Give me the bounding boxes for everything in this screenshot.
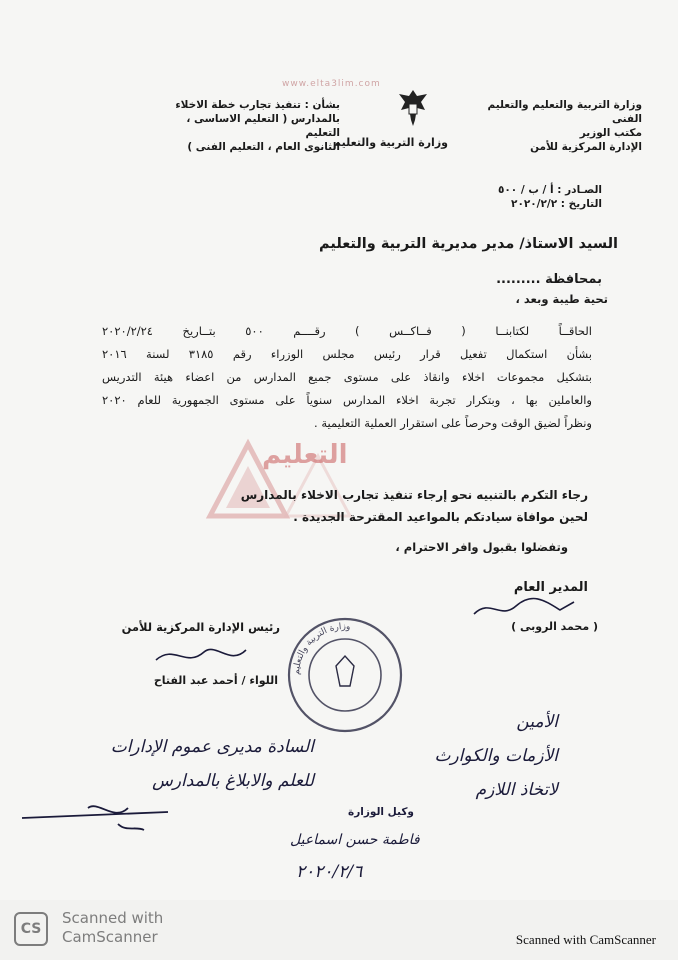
handwritten-line: الأمين [516,712,558,732]
addressee-governorate: بمحافظة ......... [496,272,602,287]
stamp-text: وزارة التربية والتعليم [291,621,351,676]
handwritten-note-right [328,705,558,807]
handwritten-line: لاتخاذ اللازم [475,780,558,800]
request-line: رجاء التكرم بالتنبيه نحو إرجاء تنفيذ تجارب الاخلاء بالمدارس [240,488,588,502]
reference-date: التاريخ : ٢٠٢٠/٢/٢ [511,198,602,210]
emblem-caption: وزارة التربية والتعليم [333,136,448,149]
reference-block [462,183,602,211]
subject-line: الثانوى العام ، التعليم الفنى ) [187,141,340,153]
camscanner-logo: CS [14,912,48,946]
body-line: بشأن استكمال تفعيل قرار رئيس مجلس الوزراء رقم ٣١٨٥ لسنة ٢٠١٦ [102,347,593,361]
eagle-emblem [333,86,448,166]
security-head-title: رئيس الإدارة المركزية للأمن [121,620,280,634]
director-signature-icon [470,596,580,622]
director-name: ( محمد الروبى ) [511,620,598,633]
reference-number: الصـادر : أ / ب / ٥٠٠ [497,184,602,196]
request-line: لحين موافاة سيادتكم بالمواعيد المقترحة الجديدة . [293,510,588,524]
camscanner-line: Scanned with [62,909,164,927]
director-title: المدير العام [513,580,588,595]
body-line: ونظراً لضيق الوقت وحرصاً على استقرار العملية التعليمية . [314,416,592,430]
subject-block [150,98,340,154]
deputy-name: فاطمة حسن اسماعيل [290,832,420,848]
addressee-title: السيد الاستاذ/ مدير مديرية التربية والتعليم [319,236,618,252]
camscanner-caption-right: Scanned with CamScanner [515,932,656,947]
body-line: والعاملين بها ، وبتكرار تجربة اخلاء المدارس سنوياً على مستوى الجمهورية للعام ٢٠٢٠ [102,393,592,407]
handwritten-line: للعلم والابلاغ بالمدارس [152,771,314,791]
subject-line: بالمدارس ( التعليم الاساسى ، التعليم [186,113,340,139]
ministry-line: مكتب الوزير [579,127,642,139]
eagle-icon [393,86,433,130]
watermark-logo-text: التعليم [262,440,348,470]
security-head-name: اللواء / أحمد عبد الفتاح [153,674,278,687]
watermark-url: www.elta3lim.com [282,79,381,89]
handwritten-line: الأزمات والكوارث [434,746,558,766]
camscanner-line: CamScanner [62,928,158,946]
handwritten-line: السادة مديرى عموم الإدارات [110,737,314,757]
greeting: تحية طيبة وبعد ، [515,292,608,306]
deputy-label: وكيل الوزارة [348,806,414,818]
letter-body [102,320,592,435]
body-line: بتشكيل مجموعات اخلاء وانقاذ على مستوى جميع المدارس من اعضاء هيئة التدريس [102,370,592,384]
ministry-line: وزارة التربية والتعليم والتعليم الفنى [487,99,642,125]
subject-line: بشأن : تنفيذ تجارب خطة الاخلاء [175,99,340,111]
request-paragraph [98,484,588,528]
body-line: الحاقــاً لكتابنــا ( فــاكــس ) رقــــم ٥٠٠ بتــاريخ ٢٠٢٠/٢/٢٤ [102,324,592,338]
security-signature-icon [150,640,260,670]
closing-line: وتفضلوا بقبول وافر الاحترام ، [395,540,568,554]
ministry-header [482,98,642,154]
handwritten-signature-icon [18,796,188,836]
handwritten-note-left [14,730,314,798]
ministry-line: الإدارة المركزية للأمن [530,141,642,153]
camscanner-caption [62,909,163,947]
handwritten-date: ٢٠٢٠/٢/٦ [296,862,363,882]
